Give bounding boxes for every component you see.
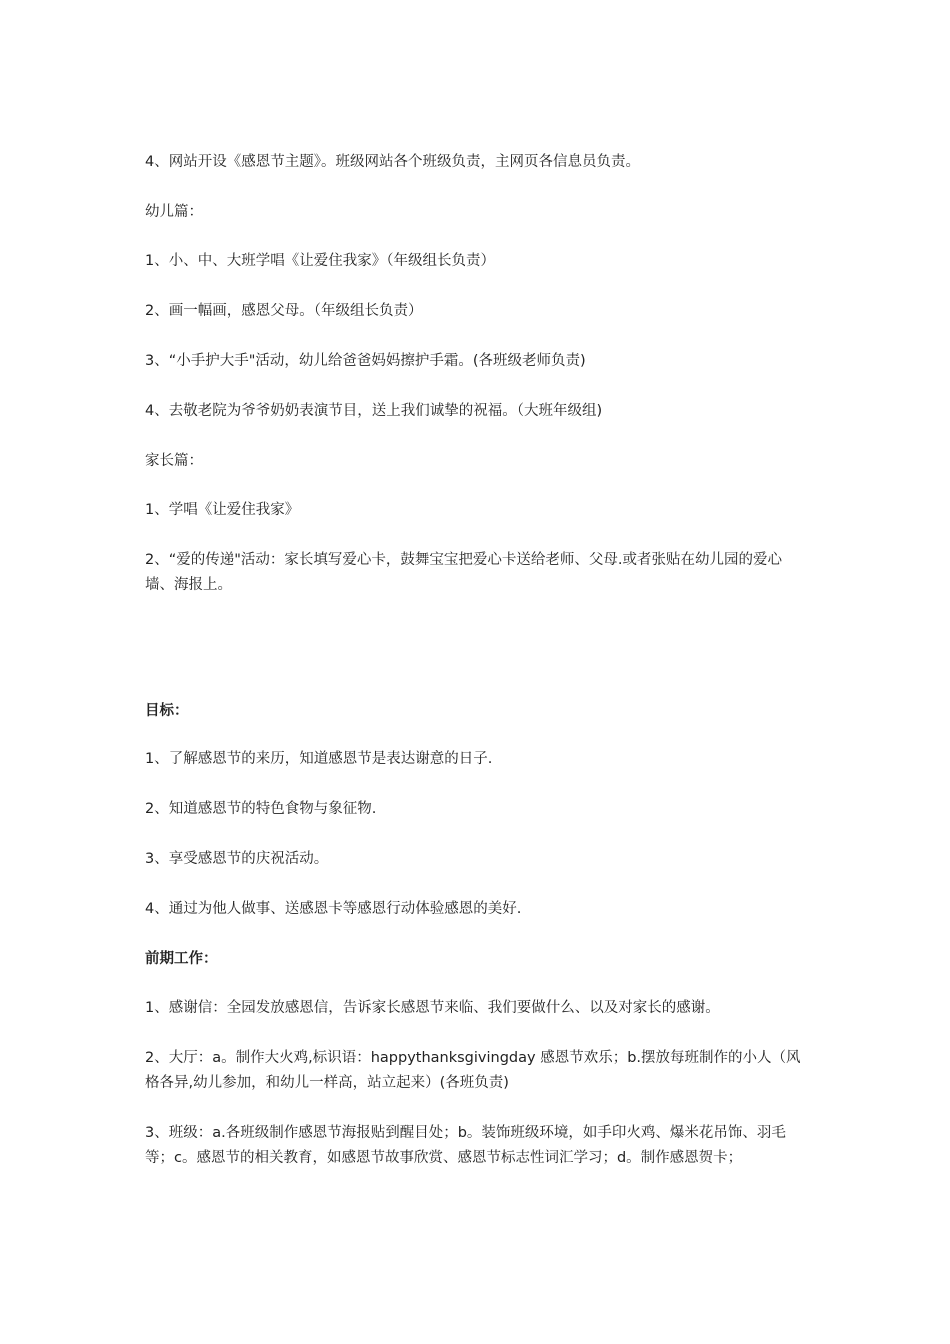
list-item: 1、感谢信：全园发放感恩信，告诉家长感恩节来临、我们要做什么、以及对家长的感谢。 (145, 1000, 720, 1016)
list-item: 2、“爱的传递"活动：家长填写爱心卡，鼓舞宝宝把爱心卡送给老师、父母.或者张贴在幼儿园的爱心墙、海报上。 (145, 552, 783, 593)
section-heading-children: 幼儿篇： (145, 204, 203, 220)
list-item: 3、班级：a.各班级制作感恩节海报贴到醒目处；b。装饰班级环境，如手印火鸡、爆米花吊饰、羽毛等；c。感恩节的相关教育，如感恩节故事欣赏、感恩节标志性词汇学习；d。制作感恩贺卡； (145, 1125, 786, 1166)
section-heading-preparation: 前期工作： (145, 951, 218, 967)
list-item: 2、大厅：a。制作大火鸡,标识语：happythanksgivingday 感恩节欢乐；b.摆放每班制作的小人（风格各异,幼儿参加，和幼儿一样高，站立起来）(各班负责) (145, 1050, 801, 1091)
section-heading-goals: 目标： (145, 703, 189, 719)
list-item: 4、去敬老院为爷爷奶奶表演节目，送上我们诚挚的祝福。（大班年级组) (145, 403, 603, 419)
list-item: 1、学唱《让爱住我家》 (145, 502, 300, 518)
section-heading-parents: 家长篇： (145, 453, 203, 469)
list-item: 1、了解感恩节的来历，知道感恩节是表达谢意的日子. (145, 751, 493, 767)
list-item: 3、“小手护大手"活动，幼儿给爸爸妈妈擦护手霜。(各班级老师负责) (145, 353, 586, 369)
paragraph-website-theme: 4、网站开设《感恩节主题》。班级网站各个班级负责，主网页各信息员负责。 (145, 154, 640, 170)
list-item: 2、知道感恩节的特色食物与象征物. (145, 801, 377, 817)
list-item: 2、画一幅画，感恩父母。（年级组长负责） (145, 303, 423, 319)
list-item: 4、通过为他人做事、送感恩卡等感恩行动体验感恩的美好. (145, 901, 522, 917)
list-item: 3、享受感恩节的庆祝活动。 (145, 851, 329, 867)
list-item: 1、小、中、大班学唱《让爱住我家》（年级组长负责） (145, 253, 495, 269)
